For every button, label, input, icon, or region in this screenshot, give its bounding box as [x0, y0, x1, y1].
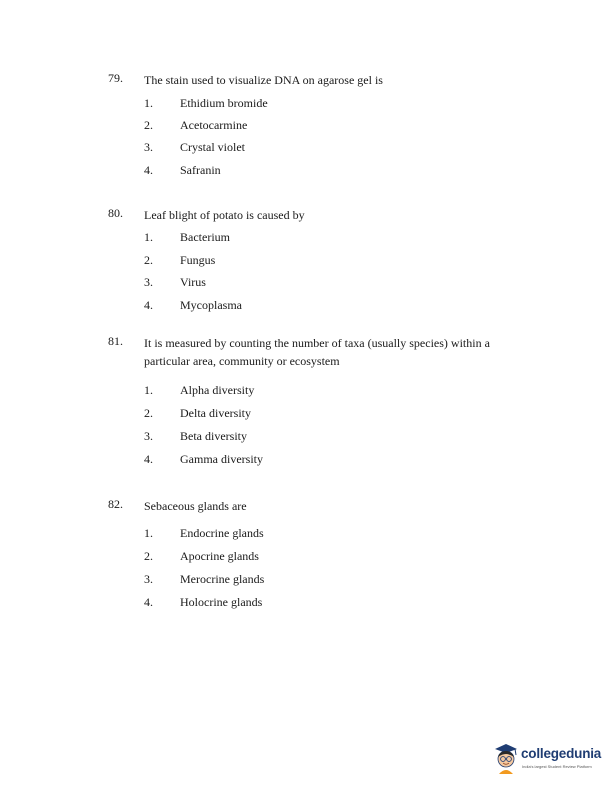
option-number: 3.: [144, 429, 153, 443]
question-text: The stain used to visualize DNA on agarose gel is: [144, 73, 383, 87]
option-number: 1.: [144, 230, 153, 244]
option-number: 3.: [144, 572, 153, 586]
option-text: Delta diversity: [180, 406, 251, 420]
option-text: Crystal violet: [180, 140, 245, 154]
option-number: 1.: [144, 526, 153, 540]
option-number: 4.: [144, 452, 153, 466]
option-text: Ethidium bromide: [180, 96, 268, 110]
option-text: Mycoplasma: [180, 298, 242, 312]
option-number: 2.: [144, 406, 153, 420]
option-text: Beta diversity: [180, 429, 247, 443]
question-text: It is measured by counting the number of taxa (usually species) within a particular area, community or ecosystem: [144, 336, 490, 368]
option-text: Alpha diversity: [180, 383, 255, 397]
brand-name: collegedunia: [521, 746, 602, 761]
option-number: 1.: [144, 96, 153, 110]
option-number: 2.: [144, 549, 153, 563]
option-number: 1.: [144, 383, 153, 397]
question-text: Sebaceous glands are: [144, 499, 247, 513]
option-text: Holocrine glands: [180, 595, 263, 609]
option-number: 4.: [144, 163, 153, 177]
option-number: 2.: [144, 118, 153, 132]
option-text: Endocrine glands: [180, 526, 264, 540]
option-number: 3.: [144, 140, 153, 154]
question-number: 79.: [108, 71, 123, 85]
option-number: 4.: [144, 298, 153, 312]
question-number: 80.: [108, 206, 123, 220]
brand-tagline: India's largest Student Review Platform: [522, 764, 592, 769]
option-text: Bacterium: [180, 230, 230, 244]
option-number: 4.: [144, 595, 153, 609]
option-text: Merocrine glands: [180, 572, 265, 586]
option-text: Gamma diversity: [180, 452, 263, 466]
option-number: 3.: [144, 275, 153, 289]
question-number: 81.: [108, 334, 123, 348]
option-text: Apocrine glands: [180, 549, 259, 563]
option-text: Virus: [180, 275, 206, 289]
question-number: 82.: [108, 497, 123, 511]
collegedunia-logo[interactable]: [491, 740, 609, 780]
question-text: Leaf blight of potato is caused by: [144, 208, 305, 222]
option-text: Safranin: [180, 163, 221, 177]
mascot-icon: [491, 740, 521, 780]
option-text: Acetocarmine: [180, 118, 248, 132]
option-text: Fungus: [180, 253, 216, 267]
option-number: 2.: [144, 253, 153, 267]
